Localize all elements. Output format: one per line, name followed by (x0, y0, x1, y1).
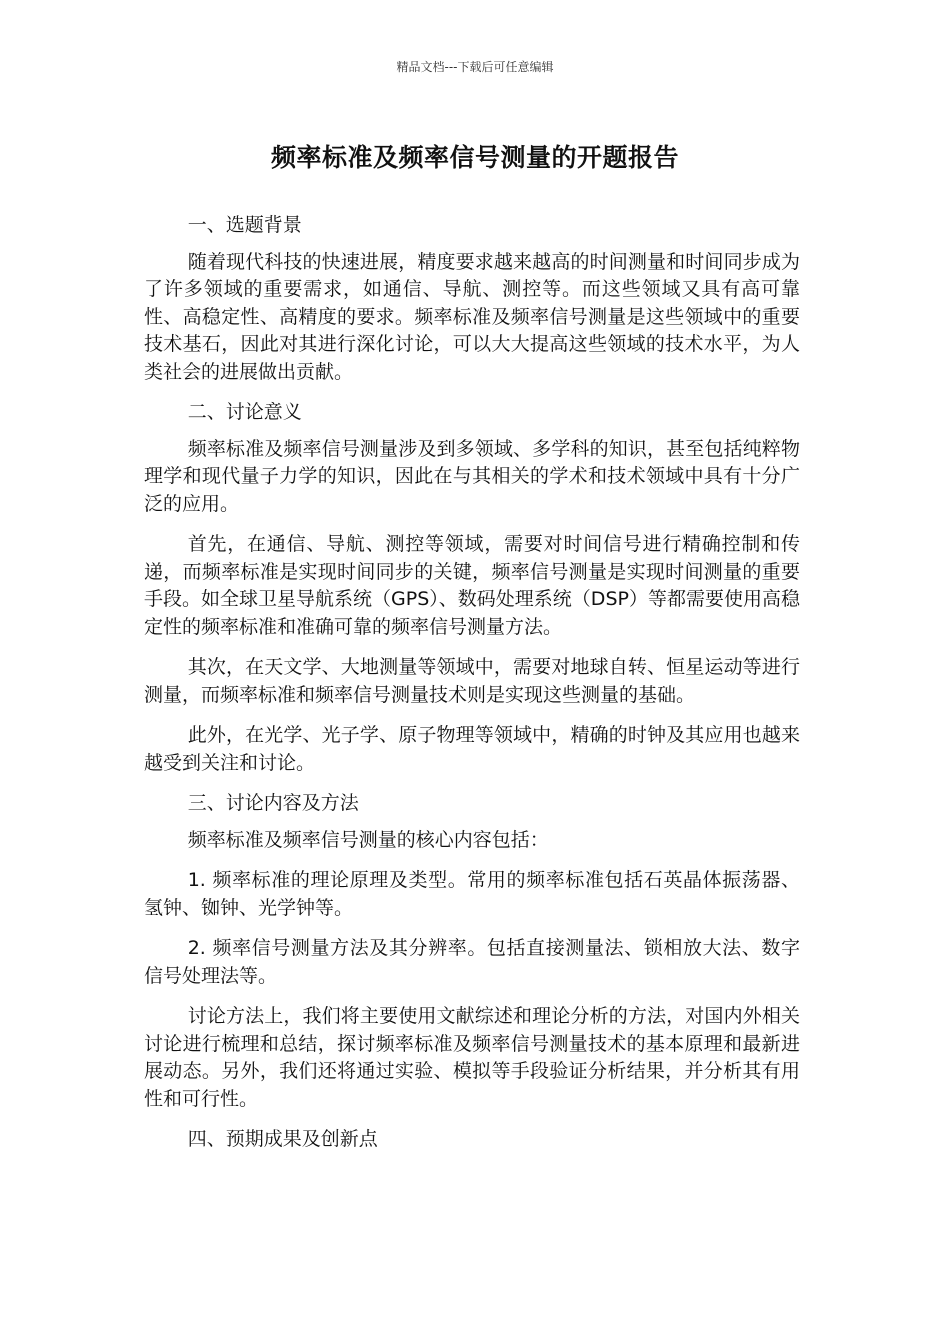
section-heading-background: 一、选题背景 (187, 214, 302, 236)
paragraph-research-methods: 讨论方法上，我们将主要使用文献综述和理论分析的方法，对国内外相关讨论进行梳理和总结，探讨频率标准及频率信号测量技术的基本原理和最新进展动态。另外，我们还将通过实验、模拟等手段验证分析结果，并分析其有用性和可行性。 (144, 1005, 800, 1110)
section-heading-content-methods: 三、讨论内容及方法 (187, 792, 359, 814)
paragraph-significance-second: 其次，在天文学、大地测量等领域中，需要对地球自转、恒星运动等进行测量，而频率标准和频率信号测量技术则是实现这些测量的基础。 (144, 656, 800, 706)
document-body (144, 212, 800, 1163)
paragraph-significance-intro: 频率标准及频率信号测量涉及到多领域、多学科的知识，甚至包括纯粹物理学和现代量子力学的知识，因此在与其相关的学术和技术领域中具有十分广泛的应用。 (144, 437, 800, 515)
header-note: 精品文档---下载后可任意编辑 (396, 60, 554, 74)
paragraph-significance-first: 首先，在通信、导航、测控等领域，需要对时间信号进行精确控制和传递，而频率标准是实现时间同步的关键，频率信号测量是实现时间测量的重要手段。如全球卫星导航系统（GPS）、数码处理系统（DSP）等都需要使用高稳定性的频率标准和准确可靠的频率信号测量方法。 (144, 533, 800, 638)
list-item-frequency-standards: 1. 频率标准的理论原理及类型。常用的频率标准包括石英晶体振荡器、氢钟、铷钟、光学钟等。 (144, 869, 800, 919)
paragraph-core-content: 频率标准及频率信号测量的核心内容包括： (187, 828, 549, 851)
list-item-measurement-methods: 2. 频率信号测量方法及其分辨率。包括直接测量法、锁相放大法、数字信号处理法等。 (144, 937, 800, 987)
document-title: 频率标准及频率信号测量的开题报告 (270, 143, 679, 172)
section-heading-expected-results: 四、预期成果及创新点 (187, 1128, 378, 1150)
section-heading-significance: 二、讨论意义 (187, 401, 302, 423)
paragraph-significance-additional: 此外，在光学、光子学、原子物理等领域中，精确的时钟及其应用也越来越受到关注和讨论。 (144, 724, 800, 774)
paragraph-background: 随着现代科技的快速进展，精度要求越来越高的时间测量和时间同步成为了许多领域的重要需求，如通信、导航、测控等。而这些领域又具有高可靠性、高稳定性、高精度的要求。频率标准及频率信号测量是这些领域中的重要技术基石，因此对其进行深化讨论，可以大大提高这些领域的技术水平，为人类社会的进展做出贡献。 (144, 250, 800, 383)
